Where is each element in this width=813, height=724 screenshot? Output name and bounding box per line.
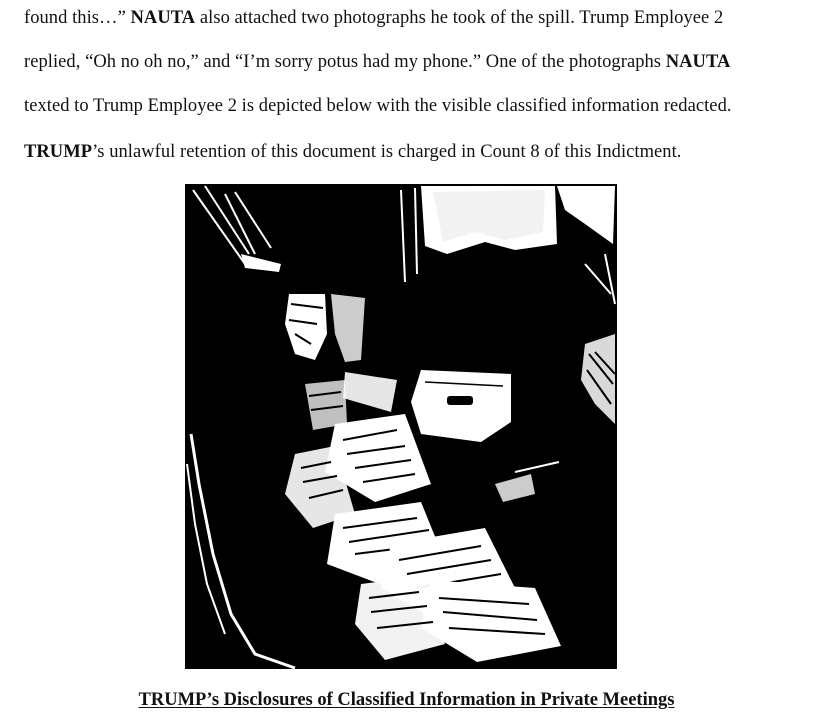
- text-run: replied, “Oh no oh no,” and “I’m sorry potus had my phone.” One of the photographs: [24, 52, 666, 72]
- text-run: ’s unlawful retention of this document is charged in Count 8 of this Indictment.: [92, 142, 682, 162]
- paragraph-line-3: texted to Trump Employee 2 is depicted below with the visible classified information redacted.: [24, 96, 732, 116]
- spilled-documents-photo-icon: [185, 184, 617, 669]
- name-trump: TRUMP: [24, 142, 93, 162]
- name-nauta: NAUTA: [665, 52, 731, 72]
- paragraph-line-1: [24, 7, 723, 29]
- evidence-photo: [185, 184, 617, 669]
- text-run: found this…”: [24, 8, 126, 28]
- name-nauta: NAUTA: [130, 8, 196, 28]
- paragraph-line-4: [24, 141, 681, 163]
- section-heading: TRUMP’s Disclosures of Classified Information in Private Meetings: [138, 690, 675, 710]
- paragraph-line-2: [24, 51, 730, 73]
- text-run: also attached two photographs he took of the spill. Trump Employee 2: [195, 8, 724, 28]
